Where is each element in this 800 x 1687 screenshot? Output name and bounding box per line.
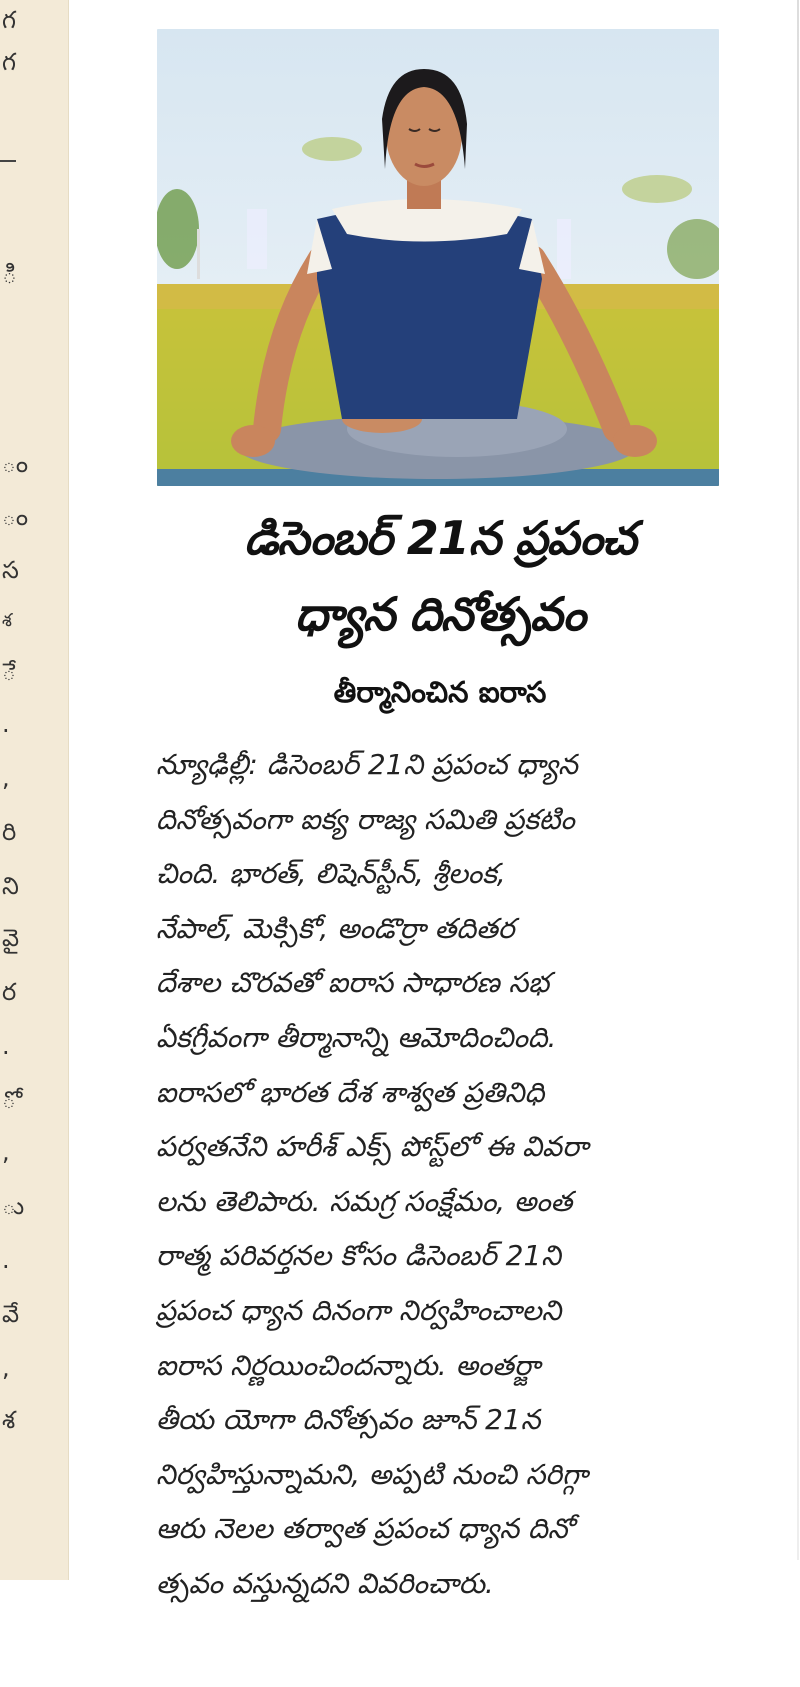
body-line: ఏకగ్రీవంగా తీర్మానాన్ని ఆమోదించింది. xyxy=(156,1020,557,1054)
body-line: ప్రపంచ ధ్యాన దినంగా నిర్వహించాలని xyxy=(156,1293,562,1327)
adjacent-text-fragment: ం xyxy=(2,503,29,531)
adjacent-text-fragment: రి xyxy=(2,818,17,846)
adjacent-text-fragment: . xyxy=(2,1032,10,1060)
body-line: దేశాల చొరవతో ఐరాస సాధారణ సభ xyxy=(156,966,550,1000)
headline-line: ధ్యాన దినోత్సవం xyxy=(295,587,585,641)
body-line: త్సవం వస్తున్నదని వివరించారు. xyxy=(156,1566,494,1600)
body-line: ఆరు నెలల తర్వాత ప్రపంచ ధ్యాన దినో xyxy=(156,1512,573,1546)
adjacent-text-fragment: . xyxy=(2,1246,10,1274)
body-line: న్యూఢిల్లీ: డిసెంబర్ 21ని ప్రపంచ ధ్యాన xyxy=(156,748,578,781)
adjacent-text-fragment: ని xyxy=(2,872,19,900)
adjacent-text-fragment: శ xyxy=(2,1406,16,1434)
adjacent-text-fragment: ు xyxy=(2,1192,25,1220)
meditation-photo xyxy=(157,29,719,486)
body-line: నిర్వహిస్తున్నామని, అప్పటి నుంచి సరిగ్గా xyxy=(156,1457,588,1491)
adjacent-text-fragment: ో xyxy=(2,1086,16,1114)
adjacent-text-fragment: ే xyxy=(2,658,16,686)
adjacent-text-fragment: వై xyxy=(2,924,20,952)
article-subheadline: తీర్మానించిన ఐరాస xyxy=(333,675,547,709)
body-line: చింది. భారత్, లిషెన్‌స్టీన్, శ్రీలంక, xyxy=(156,857,506,891)
adjacent-text-fragment: స xyxy=(2,556,19,584)
adjacent-text-fragment: ర xyxy=(2,978,17,1006)
body-line: లను తెలిపారు. సమగ్ర సంక్షేమం, అంత xyxy=(156,1184,573,1218)
meditation-photo-image xyxy=(157,29,719,486)
adjacent-text-fragment: . xyxy=(2,710,10,738)
headline-line: డిసెంబర్ 21న ప్రపంచ xyxy=(244,511,636,565)
adjacent-column-fragment xyxy=(0,0,68,1580)
body-line: ఐరాస నిర్ణయించిందన్నారు. అంతర్జా xyxy=(156,1348,541,1382)
adjacent-text-fragment: ి xyxy=(2,260,18,290)
article-headline xyxy=(150,500,730,652)
body-line: దినోత్సవంగా ఐక్య రాజ్య సమితి ప్రకటిం xyxy=(156,802,575,836)
adjacent-text-fragment: ం xyxy=(2,450,29,478)
body-line: రాత్మ పరివర్తనల కోసం డిసెంబర్ 21ని xyxy=(156,1239,561,1273)
adjacent-text-fragment: , xyxy=(2,1354,10,1382)
page-edge xyxy=(797,0,799,1560)
article-body xyxy=(156,738,726,1612)
column-divider xyxy=(68,0,69,1580)
body-line: ఐరాసలో భారత దేశ శాశ్వత ప్రతినిధి xyxy=(156,1075,545,1109)
body-line: తీయ యోగా దినోత్సవం జూన్ 21న xyxy=(156,1403,541,1437)
adjacent-text-fragment: , xyxy=(2,1138,10,1166)
adjacent-text-fragment: , xyxy=(2,764,10,792)
adjacent-text-fragment: గ xyxy=(2,48,16,76)
adjacent-text-fragment: శ xyxy=(2,610,12,631)
body-line: నేపాల్, మెక్సికో, అండొర్రా తదితర xyxy=(156,911,515,945)
adjacent-divider xyxy=(0,160,16,162)
adjacent-text-fragment: వే xyxy=(2,1300,20,1328)
adjacent-text-fragment: గ xyxy=(2,6,16,34)
body-line: పర్వతనేని హరీశ్ ఎక్స్ పోస్ట్‌లో ఈ వివరా xyxy=(156,1130,589,1164)
